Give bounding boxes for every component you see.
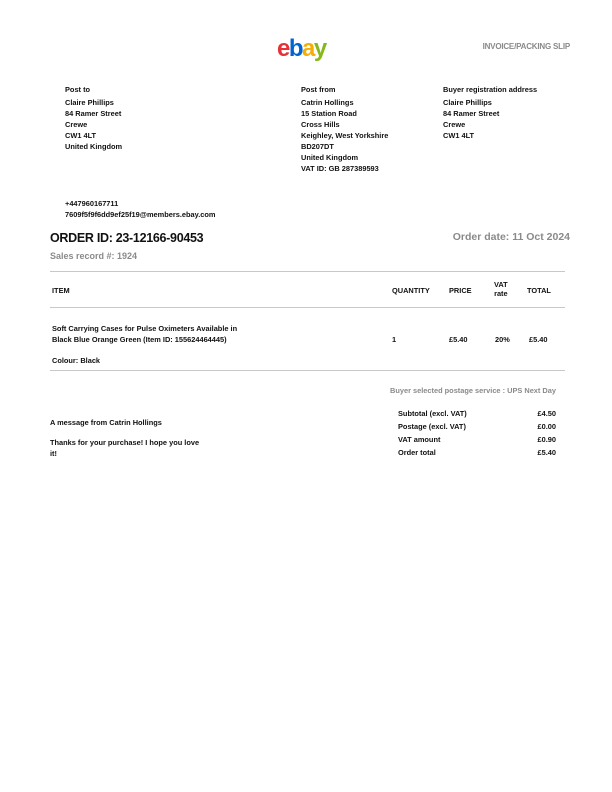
column-header-quantity: QUANTITY: [392, 286, 430, 295]
summary-value: £0.00: [537, 422, 556, 431]
order-date: Order date: 11 Oct 2024: [452, 231, 570, 243]
summary-value: £0.90: [537, 435, 556, 444]
item-variation: Colour: Black: [52, 356, 101, 365]
summary-value: £5.40: [537, 448, 556, 457]
summary-label: VAT amount: [398, 435, 441, 444]
order-summary: [398, 407, 556, 459]
summary-label: Subtotal (excl. VAT): [398, 409, 467, 418]
document-type: INVOICE/PACKING SLIP: [482, 42, 570, 51]
item-price: £5.40: [449, 335, 468, 344]
item-description-line: Black Blue Orange Green (Item ID: 155624464445): [52, 335, 227, 344]
order-id: ORDER ID: 23-12166-90453: [50, 231, 204, 245]
column-header-vat-rate: [494, 280, 508, 298]
vat-header-line: rate: [494, 289, 508, 298]
seller-message-body: Thanks for your purchase! I hope you love it!: [50, 438, 200, 458]
post-from-block: [301, 84, 388, 174]
postage-service: Buyer selected postage service : UPS Next Day: [390, 386, 556, 395]
post-from-line: United Kingdom: [301, 153, 359, 162]
summary-label: Postage (excl. VAT): [398, 422, 466, 431]
post-to-line: 84 Ramer Street: [65, 109, 122, 118]
ebay-logo: [277, 37, 326, 61]
table-top-divider: [50, 271, 565, 272]
post-to-line: Crewe: [65, 120, 88, 129]
table-header-divider: [50, 307, 565, 308]
buyer-registration-line: CW1 4LT: [443, 131, 475, 140]
logo-letter-y: y: [313, 35, 326, 62]
logo-letter-e: e: [277, 35, 289, 62]
summary-label: Order total: [398, 448, 436, 457]
post-to-block: [65, 84, 122, 152]
seller-message-title: A message from Catrin Hollings: [50, 418, 162, 427]
item-description-line: Soft Carrying Cases for Pulse Oximeters Available in: [52, 324, 238, 333]
post-to-line: United Kingdom: [65, 142, 123, 151]
buyer-registration-block: [443, 84, 537, 141]
post-from-heading: Post from: [301, 85, 336, 94]
buyer-registration-line: 84 Ramer Street: [443, 109, 500, 118]
post-from-line: Cross Hills: [301, 120, 340, 129]
sales-record: Sales record #: 1924: [50, 251, 138, 261]
post-from-line: 15 Station Road: [301, 109, 357, 118]
post-to-heading: Post to: [65, 85, 91, 94]
table-bottom-divider: [50, 370, 565, 371]
summary-row-subtotal: [398, 407, 556, 420]
post-from-line: VAT ID: GB 287389593: [301, 164, 379, 173]
column-header-total: TOTAL: [527, 286, 551, 295]
item-quantity: 1: [392, 335, 397, 344]
post-to-line: CW1 4LT: [65, 131, 97, 140]
post-to-line: Claire Phillips: [65, 98, 114, 107]
summary-row-order-total: [398, 446, 556, 459]
item-vat-rate: 20%: [495, 335, 510, 344]
item-description: [52, 323, 292, 345]
vat-header-line: VAT: [494, 280, 508, 289]
buyer-registration-line: Claire Phillips: [443, 98, 492, 107]
post-from-line: BD207DT: [301, 142, 334, 151]
buyer-email: 7609f5f9f6dd9ef25f19@members.ebay.com: [65, 210, 216, 219]
summary-row-postage: [398, 420, 556, 433]
logo-letter-a: a: [302, 35, 314, 62]
summary-row-vat: [398, 433, 556, 446]
buyer-registration-heading: Buyer registration address: [443, 85, 538, 94]
buyer-phone: +447960167711: [65, 199, 119, 208]
buyer-contact: [65, 198, 215, 220]
post-from-line: Keighley, West Yorkshire: [301, 131, 389, 140]
post-from-line: Catrin Hollings: [301, 98, 354, 107]
item-total: £5.40: [529, 335, 548, 344]
summary-value: £4.50: [537, 409, 556, 418]
column-header-item: ITEM: [52, 286, 70, 295]
column-header-price: PRICE: [449, 286, 472, 295]
logo-letter-b: b: [288, 35, 303, 62]
buyer-registration-line: Crewe: [443, 120, 466, 129]
